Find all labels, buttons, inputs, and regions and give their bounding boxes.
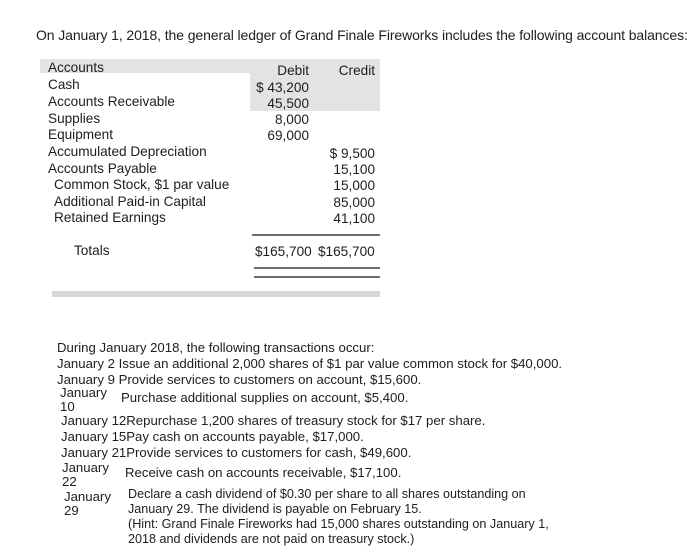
transaction-jan-29-day: 29 [64,503,79,518]
transaction-jan-29-line-3: (Hint: Grand Finale Fireworks had 15,000 shares outstanding on January 1, [128,517,549,531]
row-account: Cash [48,77,80,92]
transaction-jan-2: January 2 Issue an additional 2,000 shares of $1 par value common stock for $40,000. [57,356,563,371]
row-debit: $ 43,200 [256,80,309,95]
totals-credit: $165,700 [318,244,375,259]
transaction-jan-22-month: January [62,460,109,475]
row-credit: 15,100 [333,162,375,177]
row-account: Retained Earnings [54,210,166,225]
transaction-jan-29-line-2: January 29. The dividend is payable on February 15. [128,502,422,516]
row-debit: 69,000 [267,128,309,143]
row-account: Common Stock, $1 par value [54,177,230,192]
transaction-jan-22: Receive cash on accounts receivable, $17,100. [125,465,402,480]
table-bottom-band [52,291,380,297]
transaction-jan-29-line-4: 2018 and dividends are not paid on treasury stock.) [128,532,415,546]
transaction-jan-10: Purchase additional supplies on account, $5,400. [121,390,409,405]
totals-double-rule-2 [254,276,380,278]
row-credit: $ 9,500 [329,146,375,161]
row-debit: 45,500 [267,96,309,111]
accounts-header: Accounts [48,60,104,75]
row-account: Accounts Receivable [48,94,175,109]
row-account: Equipment [48,127,113,142]
row-account: Additional Paid-in Capital [54,194,206,209]
ledger-table [40,59,385,304]
transaction-jan-9: January 9 Provide services to customers on account, $15,600. [57,372,422,387]
transaction-jan-22-day: 22 [62,474,77,489]
transaction-jan-10-day: 10 [60,399,75,414]
row-account: Supplies [48,111,101,126]
row-account: Accumulated Depreciation [48,144,207,159]
totals-double-rule-1 [254,267,380,269]
transaction-jan-29-line-1: Declare a cash dividend of $0.30 per share to all shares outstanding on [128,487,526,501]
transaction-jan-21: January 21Provide services to customers for cash, $49,600. [61,445,412,460]
totals-label: Totals [74,243,110,258]
transaction-jan-12: January 12Repurchase 1,200 shares of treasury stock for $17 per share. [61,413,486,428]
row-credit: 15,000 [333,178,375,193]
totals-debit: $165,700 [255,244,312,259]
transaction-jan-15: January 15Pay cash on accounts payable, $17,000. [61,429,364,444]
row-account: Accounts Payable [48,161,157,176]
transaction-jan-10-month: January [60,385,107,400]
debit-header: Debit [277,63,309,78]
row-credit: 41,100 [333,211,375,226]
row-credit: 85,000 [333,195,375,210]
credit-header: Credit [338,63,375,78]
transactions-heading: During January 2018, the following transactions occur: [57,340,375,355]
intro-text: On January 1, 2018, the general ledger of Grand Finale Fireworks includes the following account balances: [36,27,688,43]
transaction-jan-29-month: January [64,489,111,504]
row-debit: 8,000 [274,112,309,127]
totals-top-rule [252,234,380,236]
